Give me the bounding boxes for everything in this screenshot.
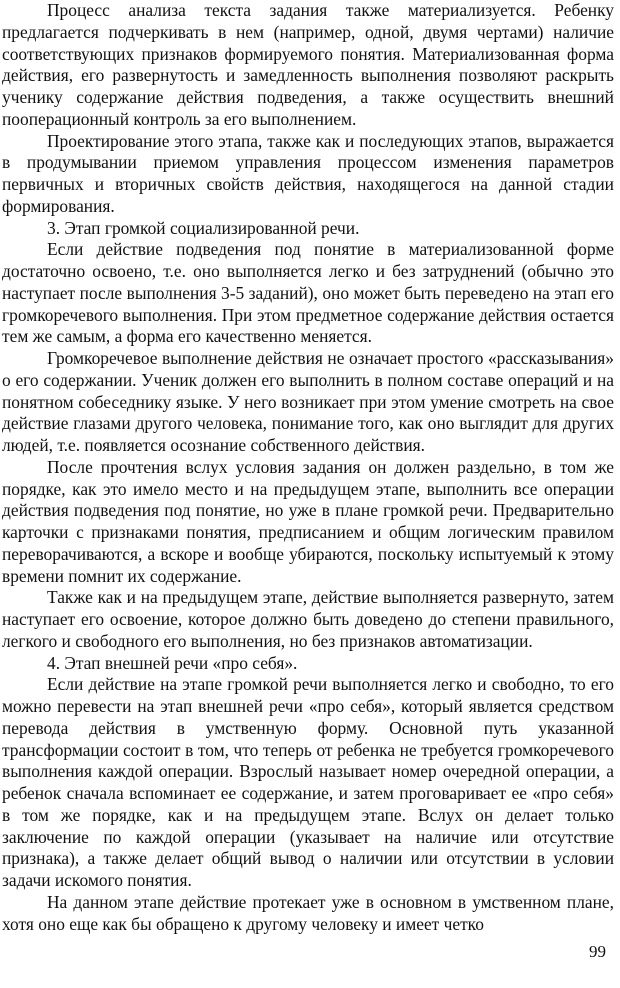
paragraph: На данном этапе действие протекает уже в основном в умственном плане, хотя оно еще как бы обращено к другому человеку и имеет четко <box>2 891 614 934</box>
paragraph: После прочтения вслух условия задания он должен раздельно, в том же порядке, как это имело место и на предыдущем этапе, выполнить все операции действия подведения под понятие, но уже в плане громкой речи. Предварительно карточки с признаками понятия, предписанием и общим логическим правилом переворачиваются, а вскоре и вообще убираются, поскольку испытуемый к этому времени помнит их содержание. <box>2 456 614 586</box>
body-text <box>2 0 614 935</box>
paragraph: Также как и на предыдущем этапе, действие выполняется развернуто, затем наступает его освоение, которое должно быть доведено до степени правильного, легкого и свободного его выполнения, но без признаков автоматизации. <box>2 587 614 651</box>
paragraph: Если действие на этапе громкой речи выполняется легко и свободно, то его можно перевести на этап внешней речи «про себя», который является средством перевода действия в умственную форму. Основной путь указанной трансформации состоит в том, что теперь от ребенка не требуется громкоречевого выполнения каждой операции. Взрослый называет номер очередной операции, а ребенок сначала вспоминает ее содержание, и затем проговаривает ее «про себя» в том же порядке, как и на предыдущем этапе. Вслух он делает только заключение по каждой операции (указывает на наличие или отсутствие признака), а также делает общий вывод о наличии или отсутствии в условии задачи искомого понятия. <box>2 674 614 890</box>
page-number: 99 <box>589 942 606 961</box>
paragraph: Если действие подведения под понятие в материализованной форме достаточно освоено, т.е. оно выполняется легко и без затруднений (обычно это наступает после выполнения 3-5 заданий), оно может быть переведено на этап его громкоречевого выполнения. При этом предметное содержание действия остается тем же самым, а форма его качественно меняется. <box>2 239 614 347</box>
section-heading: 3. Этап громкой социализированной речи. <box>47 217 360 238</box>
section-heading: 4. Этап внешней речи «про себя». <box>47 652 298 673</box>
paragraph: Громкоречевое выполнение действия не означает простого «рассказывания» о его содержании. Ученик должен его выполнить в полном составе операций и на понятном собеседнику языке. У него возникает при этом умение смотреть на свое действие глазами другого человека, понимание того, как оно выглядит для других людей, т.е. появляется осознание собственного действия. <box>2 348 614 455</box>
paragraph: Процесс анализа текста задания также материализуется. Ребенку предлагается подчеркивать в нем (например, одной, двумя чертами) наличие соответствующих признаков формируемого понятия. Материализованная форма действия, его развернутость и замедленность выполнения позволяют раскрыть ученику содержание действия подведения, а также осуществить внешний пооперационный контроль за его выполнением. <box>2 0 614 129</box>
paragraph: Проектирование этого этапа, также как и последующих этапов, выражается в продумывании приемом управления процессом изменения параметров первичных и вторичных свойств действия, находящегося на данной стадии формирования. <box>2 130 614 216</box>
